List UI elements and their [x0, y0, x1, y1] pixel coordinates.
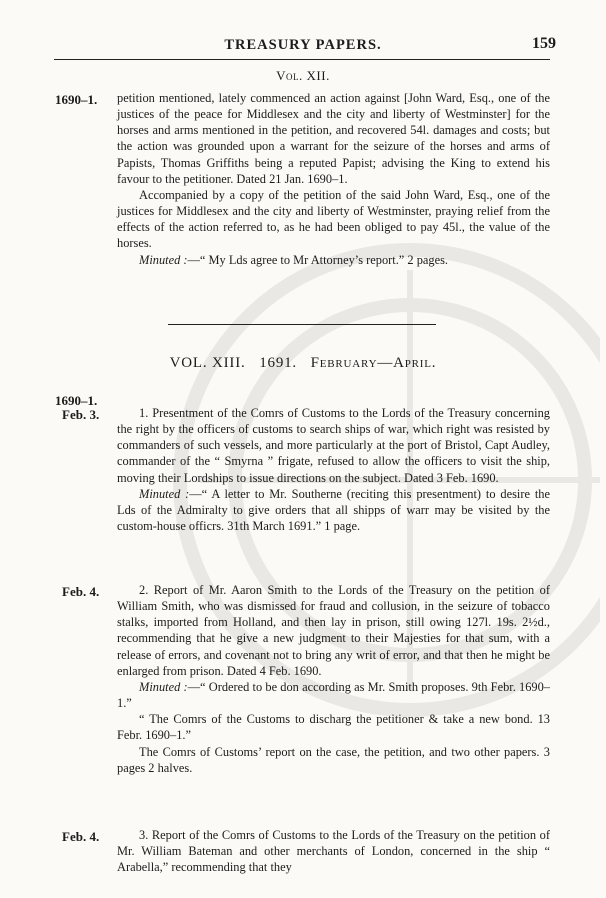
page-number: 159	[532, 35, 556, 52]
entry-date: Feb. 4.	[62, 584, 100, 599]
entry-3	[117, 827, 550, 875]
entry-2	[117, 582, 550, 776]
entry-date: Feb. 4.	[62, 829, 100, 844]
prior-entry-minute	[117, 252, 550, 268]
header-rule	[54, 59, 550, 60]
entry-text: 2. Report of Mr. Aaron Smith to the Lords of the Treasury on the petition of William Smith, who was dismissed for fraud and collusion, in the seizure of tobacco stalks, imported from Holland, and then lay in prison, still owing 127l. 19s. 2½d., recommending that he give a new judgment to their Majesties for that sum, with a release of errors, and covenant not to bring any writ of error, and that then he might be enlarged from prison. Dated 4 Feb. 1690.	[117, 583, 550, 678]
section-volume: VOL. XIII.	[169, 355, 246, 371]
minuted-text: —“ Ordered to be don according as Mr. Smith proposes. 9th Febr. 1690–1.”	[117, 679, 550, 711]
entry-1	[117, 405, 550, 534]
minuted-text: —“ A letter to Mr. Southerne (reciting this presentment) to desire the Lds of the Admiralty to give orders that all shipps of warr may be visited by the custom-house officrs. 31th March 1691.” 1 page.	[117, 486, 550, 534]
minuted-label: Minuted :	[139, 486, 190, 501]
prior-entry-body	[117, 90, 550, 268]
section-year: 1691.	[259, 355, 297, 371]
minuted-label: Minuted :	[139, 252, 188, 267]
entry-attached: The Comrs of Customs’ report on the case, the petition, and two other papers. 3 pages 2 halves.	[117, 744, 550, 775]
entry-minute	[117, 679, 550, 711]
margin-year-prior: 1690–1.	[55, 92, 98, 107]
section-divider	[168, 324, 436, 325]
entry-extra: “ The Comrs of the Customs to discharg the petitioner & take a new bond. 13 Febr. 1690–1.”	[117, 712, 550, 743]
prior-entry-text: petition mentioned, lately commenced an action against [John Ward, Esq., one of the justices of the peace for Middlesex and the city and liberty of Westminster] for the horses and arms mentioned in the petition, and recovered 54l. damages and costs; but the action was grounded upon a warrant for the seizure of the horses and arms of Papists, Thomas Griffiths being a reputed Papist; advising the King to extend his favour to the petitioner. Dated 21 Jan. 1690–1.	[117, 91, 550, 186]
entry-text: 3. Report of the Comrs of Customs to the Lords of the Treasury on the petition of Mr. William Bateman and other merchants of London, concerned in the ship “ Arabella,” recommending that they	[117, 828, 550, 875]
minuted-text: —“ My Lds agree to Mr Attorney’s report.” 2 pages.	[187, 252, 449, 267]
margin-year-section: 1690–1.	[55, 393, 98, 408]
entry-text: 1. Presentment of the Comrs of Customs to the Lords of the Treasury concerning the right by the officers of customs to search ships of war, which right was resisted by commanders of such vessels, and more particularly at the port of Bristol, Capt Audley, commander of the “ Smyrna ” frigate, refused to allow the officers to visit the ship, moving their Lordships to issue directions on the subject. Dated 3 Feb. 1690.	[117, 406, 550, 485]
section-months: February—April.	[310, 355, 437, 371]
volume-label: Vol. XII.	[276, 68, 330, 83]
entry-minute	[117, 486, 550, 534]
entry-date: Feb. 3.	[62, 407, 100, 422]
running-header-title: TREASURY PAPERS.	[224, 37, 382, 53]
minuted-label: Minuted :	[139, 679, 188, 694]
prior-entry-accompanied: Accompanied by a copy of the petition of the said John Ward, Esq., one of the justices for Middlesex and the city and liberty of Westminster, praying relief from the effects of the action referred to, as he had been obliged to pay 45l., the value of the horses.	[117, 187, 550, 251]
section-heading	[0, 355, 606, 372]
